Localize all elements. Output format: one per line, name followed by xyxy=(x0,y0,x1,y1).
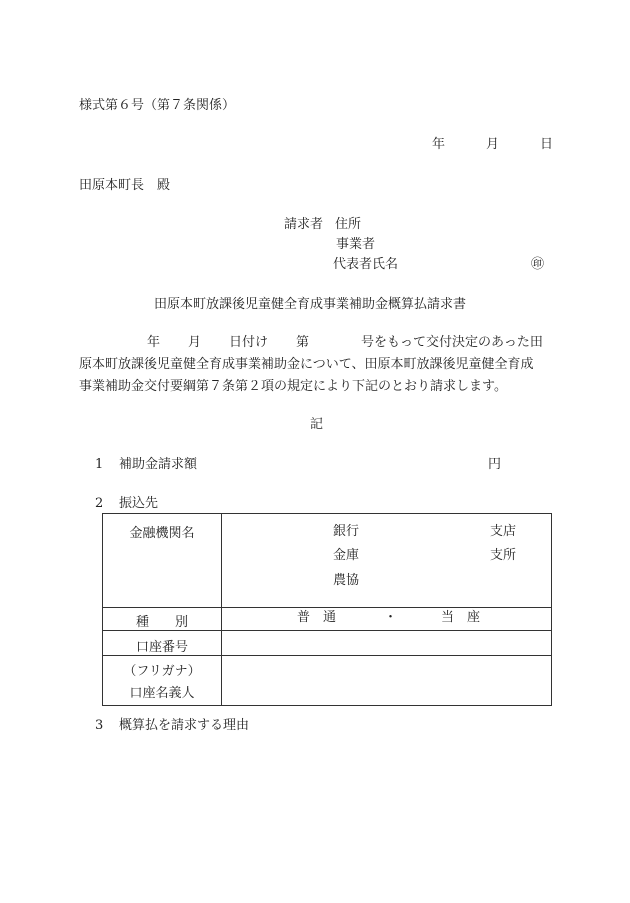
account-number-value-cell xyxy=(222,631,552,656)
item1-label: 補助金請求額 xyxy=(119,457,198,472)
holder-value-cell xyxy=(222,656,552,706)
item2-number: 2 xyxy=(95,496,104,511)
account-holder-row xyxy=(103,656,552,706)
body-month: 月 xyxy=(188,335,202,350)
ki-heading: 記 xyxy=(310,417,324,432)
nokyo-label: 農協 xyxy=(333,573,360,588)
institution-label-cell xyxy=(103,514,222,608)
date-year: 年 xyxy=(432,137,446,152)
institution-value-cell xyxy=(222,514,552,608)
business-label: 事業者 xyxy=(336,237,376,252)
holder-label: 口座名義人 xyxy=(129,686,195,701)
branch-label: 支店 xyxy=(490,524,517,539)
address-label: 住所 xyxy=(335,217,362,232)
date-month: 月 xyxy=(486,137,500,152)
bank-account-table xyxy=(102,513,552,706)
addressee: 田原本町長 殿 xyxy=(79,178,171,193)
body-line1-rest: 号をもって交付決定のあった田 xyxy=(361,335,543,350)
document-title: 田原本町放課後児童健全育成事業補助金概算払請求書 xyxy=(154,297,467,312)
holder-label-cell xyxy=(103,656,222,706)
item1-number: 1 xyxy=(95,457,104,472)
date-day: 日 xyxy=(540,137,554,152)
requester-label: 請求者 xyxy=(284,217,324,232)
type-value-cell xyxy=(222,608,552,631)
body-line-2: 原本町放課後児童健全育成事業補助金について、田原本町放課後児童健全育成 xyxy=(79,357,534,372)
shisho-label: 支所 xyxy=(490,548,517,563)
institution-row xyxy=(103,514,552,608)
item2-label: 振込先 xyxy=(119,496,159,511)
representative-label: 代表者氏名 xyxy=(333,257,399,272)
seal-mark: ㊞ xyxy=(531,257,545,272)
form-number: 様式第６号（第７条関係） xyxy=(79,98,236,113)
institution-label: 金融機関名 xyxy=(129,526,195,541)
item3-label: 概算払を請求する理由 xyxy=(119,718,250,733)
item3-number: 3 xyxy=(95,718,104,733)
shinkin-label: 金庫 xyxy=(333,548,360,563)
body-date-suffix: 日付け xyxy=(229,335,269,350)
furigana-label: （フリガナ） xyxy=(123,664,201,679)
account-number-label: 口座番号 xyxy=(135,640,188,655)
body-line-3: 事業補助金交付要綱第７条第２項の規定により下記のとおり請求します。 xyxy=(79,379,507,394)
account-number-label-cell xyxy=(103,631,222,656)
body-line-1 xyxy=(79,332,555,354)
type-label-cell xyxy=(103,608,222,631)
account-number-row xyxy=(103,631,552,656)
toza-option: 当 座 xyxy=(441,610,481,625)
type-label: 種 別 xyxy=(135,615,188,630)
separator-dot: ・ xyxy=(384,610,398,625)
body-year: 年 xyxy=(147,335,161,350)
bank-label: 銀行 xyxy=(333,524,360,539)
item1-unit: 円 xyxy=(488,457,502,472)
futsu-option: 普 通 xyxy=(297,610,337,625)
account-type-row xyxy=(103,608,552,631)
body-dai: 第 xyxy=(296,335,310,350)
body-paragraph xyxy=(79,332,555,398)
